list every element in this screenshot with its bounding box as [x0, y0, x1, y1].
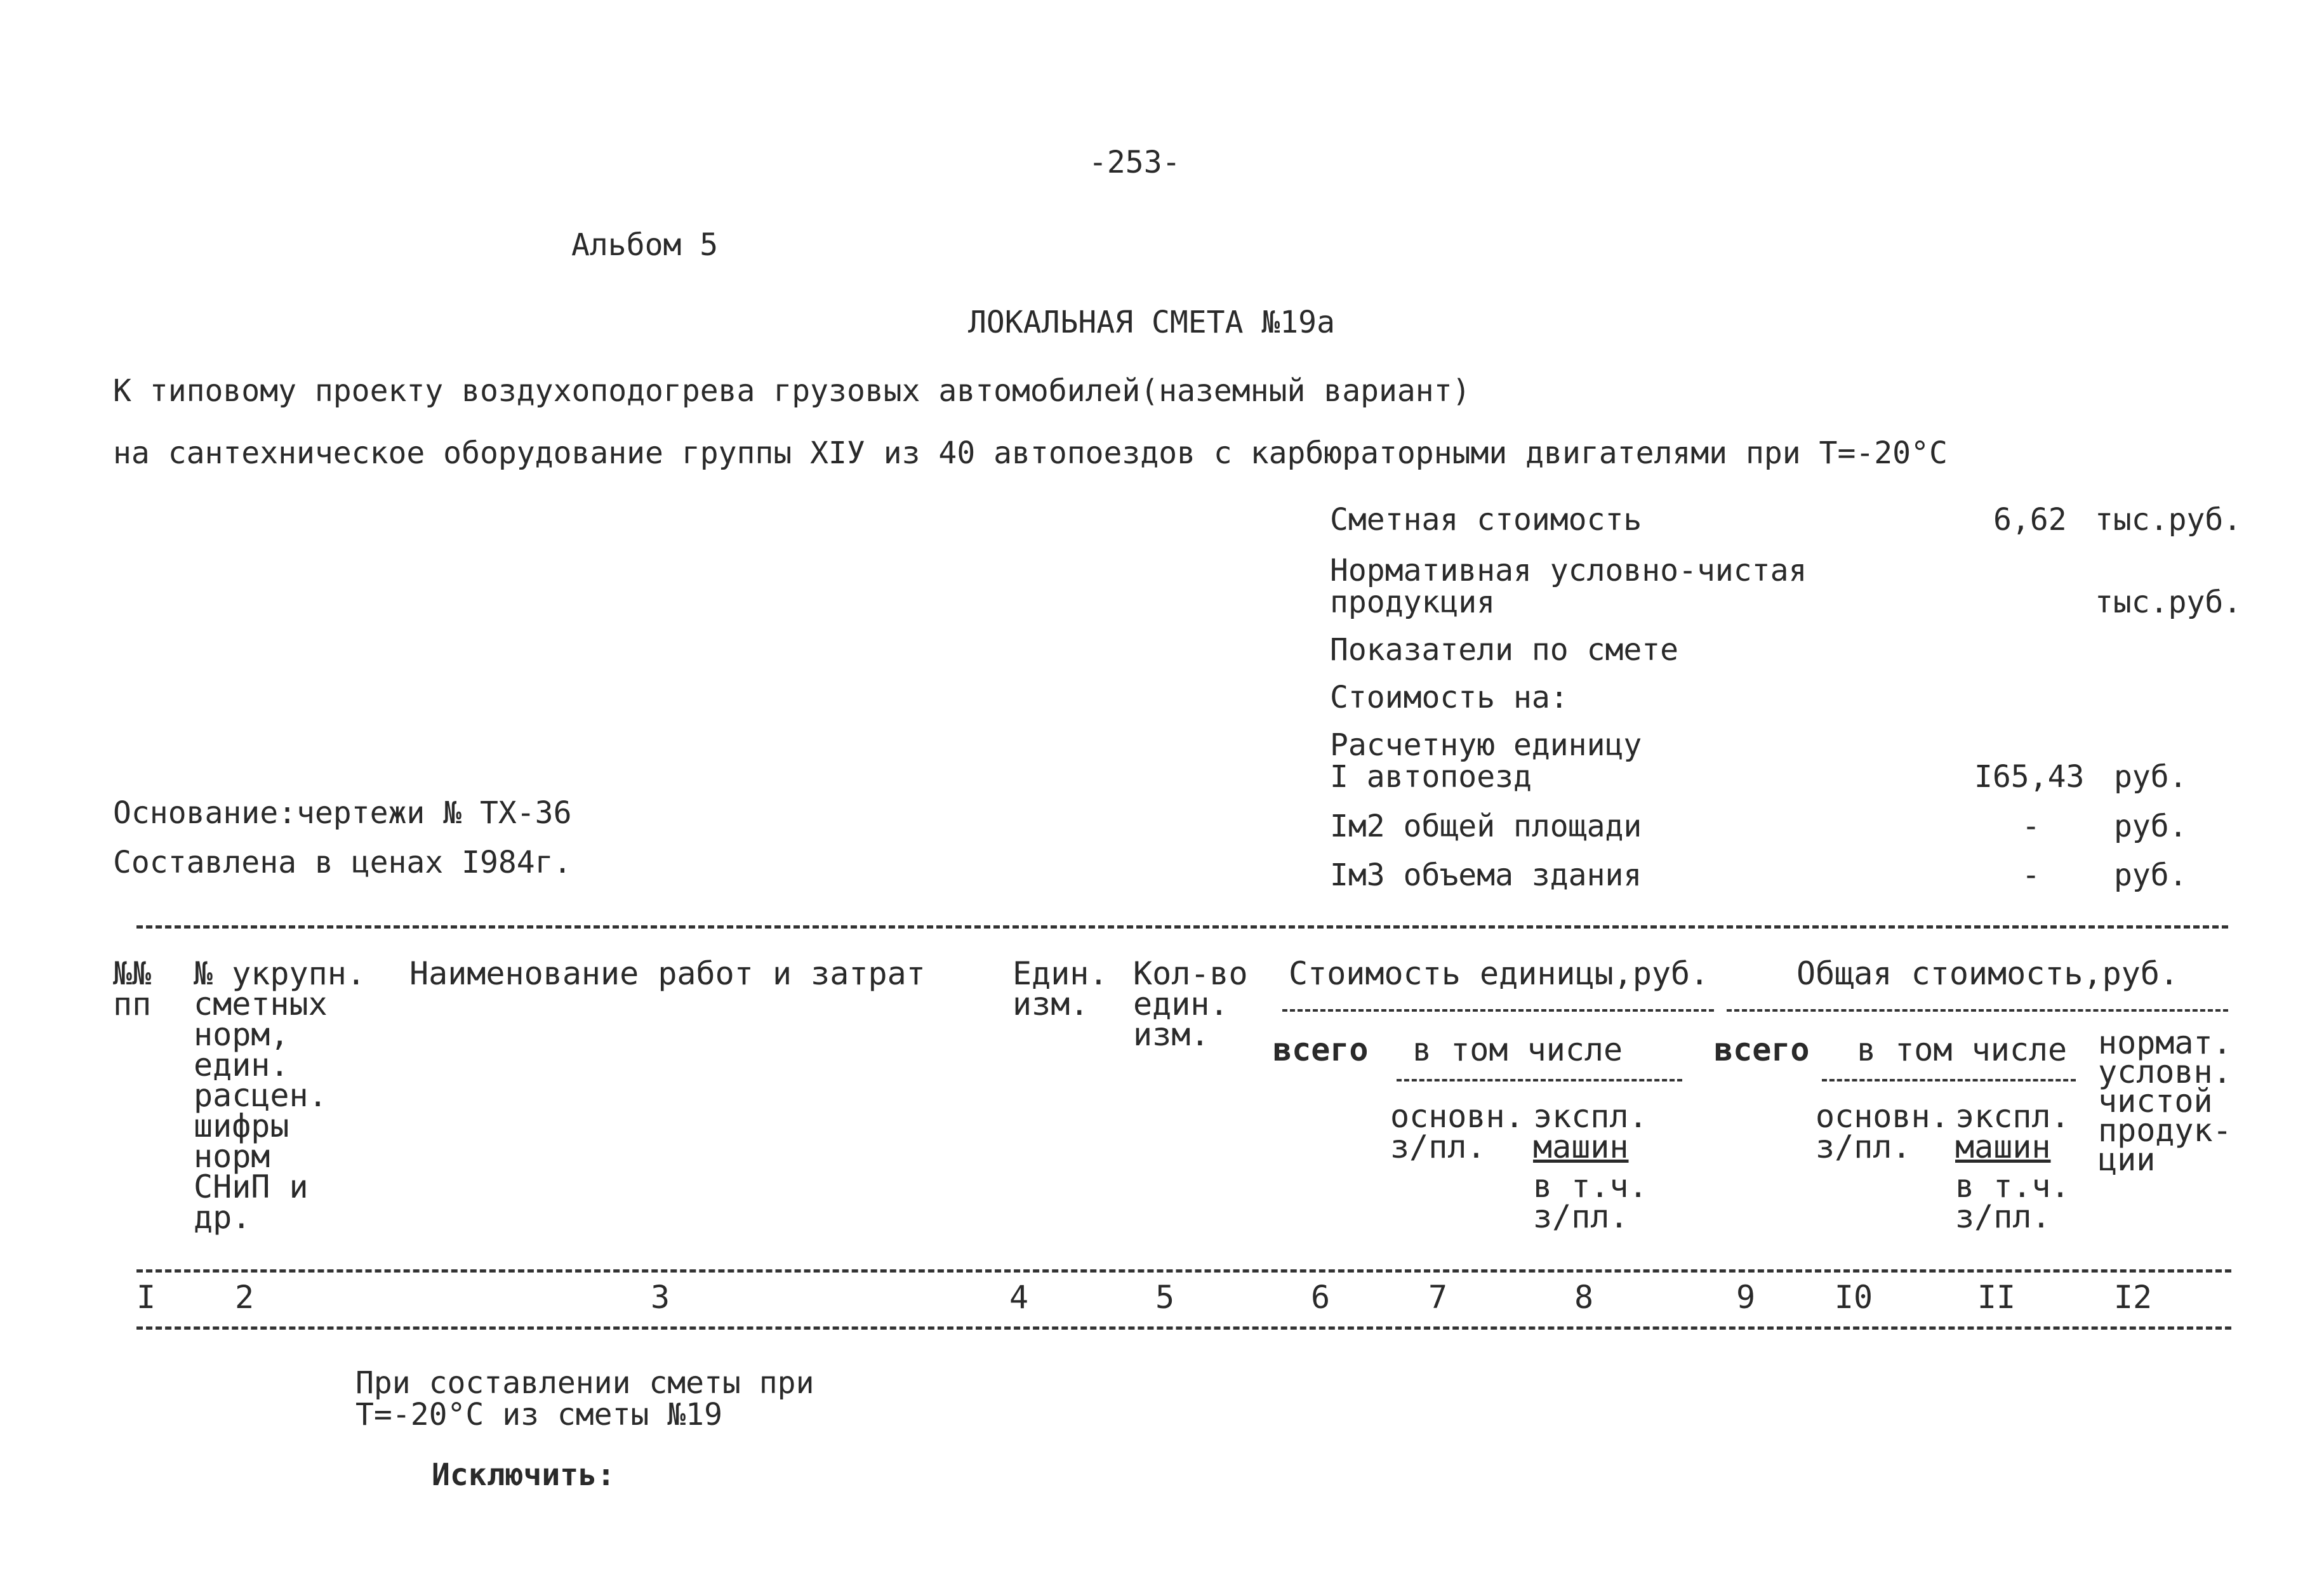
column-numbers-bottom-rule [136, 1326, 2231, 1330]
unit-main-wage-header: основн. з/пл. [1390, 1098, 1524, 1165]
column-number: II [1977, 1279, 2016, 1316]
total-incl-wage-header: в т.ч. з/пл. [1955, 1168, 2070, 1235]
column-number: I2 [2113, 1279, 2153, 1316]
unit-label-2: I автопоезд [1330, 759, 1532, 795]
cost-label: Сметная стоимость [1330, 502, 1642, 538]
volume-unit: руб. [2114, 857, 2188, 893]
indicators-label: Показатели по смете [1330, 632, 1679, 668]
total-main-wage-header: основн. з/пл. [1816, 1098, 1949, 1165]
normative-unit: тыс.руб. [2095, 585, 2242, 620]
unit-mach-expl-header: экспл. [1533, 1098, 1648, 1135]
column-number: 9 [1736, 1279, 1756, 1316]
total-incl-rule [1822, 1079, 2076, 1081]
unit-unit: руб. [2114, 759, 2188, 795]
col-norm-code-header: № укрупн. сметных норм, един. расцен. шифры норм СНиП и др. [194, 955, 366, 1236]
area-value: - [2022, 809, 2040, 844]
total-mach-expl-header: экспл. [1955, 1098, 2070, 1135]
unit-cost-group-rule [1282, 1009, 1714, 1012]
column-number: I [136, 1279, 156, 1316]
col-unit-header: Един. изм. [1013, 955, 1108, 1022]
normative-label-2: продукция [1330, 585, 1496, 620]
subtitle-line-2: на сантехническое оборудование группы XIУ из 40 автопоездов с карбюраторными двигателями при Т=-20°С [113, 435, 1948, 471]
area-unit: руб. [2114, 809, 2188, 844]
unit-value: I65,43 [1974, 759, 2085, 795]
unit-incl-header: в том числе [1412, 1031, 1623, 1068]
exclude-label: Исключить: [432, 1457, 615, 1493]
volume-value: - [2022, 857, 2040, 893]
column-number: I0 [1834, 1279, 1873, 1316]
volume-label: Iм3 объема здания [1330, 857, 1642, 893]
cost-unit: тыс.руб. [2095, 502, 2242, 538]
body-note-line-2: Т=-20°С из сметы №19 [355, 1397, 722, 1432]
page-number: -253- [1089, 145, 1181, 180]
subtitle-line-1: К типовому проекту воздухоподогрева грузовых автомобилей(наземный вариант) [113, 373, 1471, 409]
col-name-header: Наименование работ и затрат [409, 955, 926, 992]
column-number: 6 [1310, 1279, 1331, 1316]
column-number: 5 [1155, 1279, 1175, 1316]
total-incl-header: в том числе [1857, 1031, 2068, 1068]
body-note-line-1: При составлении сметы при [355, 1365, 814, 1401]
total-machines-header: машин [1955, 1128, 2051, 1165]
unit-incl-wage-header: в т.ч. з/пл. [1533, 1168, 1648, 1235]
total-all-header: всего [1714, 1031, 1810, 1068]
unit-label-1: Расчетную единицу [1330, 727, 1642, 763]
basis-line: Основание:чертежи № ТХ-36 [113, 795, 572, 831]
column-number: 8 [1574, 1279, 1594, 1316]
total-cost-group-header: Общая стоимость,руб. [1796, 955, 2179, 992]
column-number: 2 [234, 1279, 255, 1316]
unit-all-header: всего [1273, 1031, 1369, 1068]
column-number: 4 [1009, 1279, 1029, 1316]
normative-label-1: Нормативная условно-чистая [1330, 553, 1807, 588]
table-top-rule [136, 925, 2228, 929]
col-num-header: №№ пп [113, 955, 152, 1022]
prices-line: Составлена в ценах I984г. [113, 845, 572, 880]
unit-incl-rule [1397, 1079, 1682, 1081]
area-label: Iм2 общей площади [1330, 809, 1642, 844]
unit-cost-group-header: Стоимость единицы,руб. [1289, 955, 1710, 992]
document-title: ЛОКАЛЬНАЯ СМЕТА №19а [968, 305, 1335, 340]
column-numbers-top-rule [136, 1269, 2231, 1273]
cost-on-label: Стоимость на: [1330, 680, 1569, 715]
column-number: 3 [650, 1279, 670, 1316]
normative-col-header: нормат. условн. чистой продук- ции [2098, 1024, 2232, 1178]
column-number: 7 [1428, 1279, 1448, 1316]
album-label: Альбом 5 [571, 227, 719, 263]
col-qty-header: Кол-во един. изм. [1133, 955, 1248, 1053]
cost-value: 6,62 [1993, 502, 2067, 538]
total-cost-group-rule [1727, 1009, 2228, 1012]
unit-machines-header: машин [1533, 1128, 1629, 1165]
